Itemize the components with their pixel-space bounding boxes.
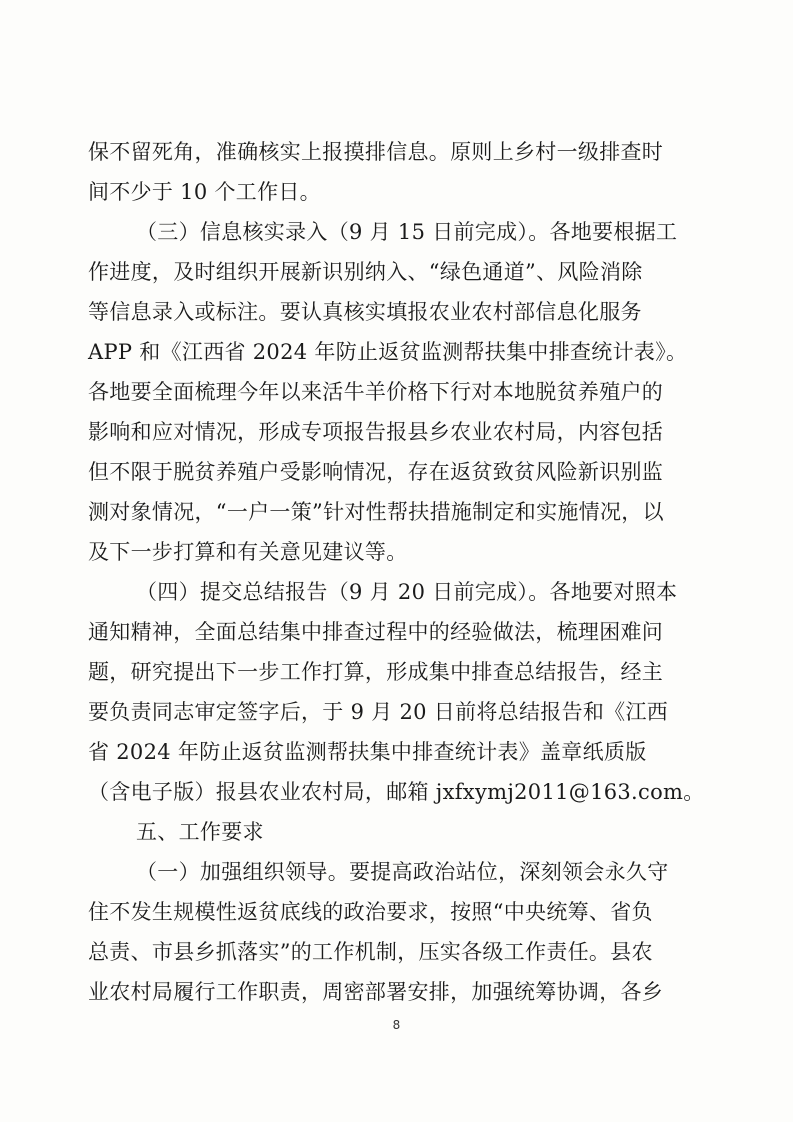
text-line: （一）加强组织领导。要提高政治站位，深刻领会永久守 (136, 860, 669, 884)
text-line: 住不发生规模性返贫底线的政治要求，按照“中央统筹、省负 (88, 900, 653, 924)
text-line: 影响和应对情况，形成专项报告报县乡农业农村局，内容包括 (88, 420, 664, 444)
text-line: 业农村局履行工作职责，周密部署安排，加强统筹协调，各乡 (88, 980, 664, 1004)
text-line: 题，研究提出下一步工作打算，形成集中排查总结报告，经主 (88, 660, 664, 684)
text-line: 各地要全面梳理今年以来活牛羊价格下行对本地脱贫养殖户的 (88, 380, 664, 404)
text-line: （三）信息核实录入（9 月 15 日前完成）。各地要根据工 (136, 220, 678, 244)
page-number: 8 (392, 1018, 401, 1032)
section-heading: 五、工作要求 (136, 820, 264, 844)
text-line: （含电子版）报县农业农村局，邮箱 jxfxymj2011@163.com。 (88, 780, 705, 804)
text-line: APP 和《江西省 2024 年防止返贫监测帮扶集中排查统计表》。 (88, 340, 688, 364)
text-line: 测对象情况，“一户一策”针对性帮扶措施制定和实施情况，以 (88, 500, 664, 524)
text-line: 等信息录入或标注。要认真核实填报农业农村部信息化服务 (88, 300, 642, 324)
text-line: （四）提交总结报告（9 月 20 日前完成）。各地要对照本 (136, 580, 678, 604)
text-line: 及下一步打算和有关意见建议等。 (88, 540, 408, 564)
text-line: 省 2024 年防止返贫监测帮扶集中排查统计表》盖章纸质版 (88, 740, 647, 764)
text-line: 保不留死角，准确核实上报摸排信息。原则上乡村一级排查时 (88, 140, 664, 164)
text-line: 通知精神，全面总结集中排查过程中的经验做法，梳理困难问 (88, 620, 664, 644)
text-line: 但不限于脱贫养殖户受影响情况，存在返贫致贫风险新识别监 (88, 460, 664, 484)
text-line: 作进度，及时组织开展新识别纳入、“绿色通道”、风险消除 (88, 260, 643, 284)
text-line: 总责、市县乡抓落实”的工作机制，压实各级工作责任。县农 (88, 940, 653, 964)
text-line: 间不少于 10 个工作日。 (88, 180, 321, 204)
text-line: 要负责同志审定签字后，于 9 月 20 日前将总结报告和《江西 (88, 700, 669, 724)
